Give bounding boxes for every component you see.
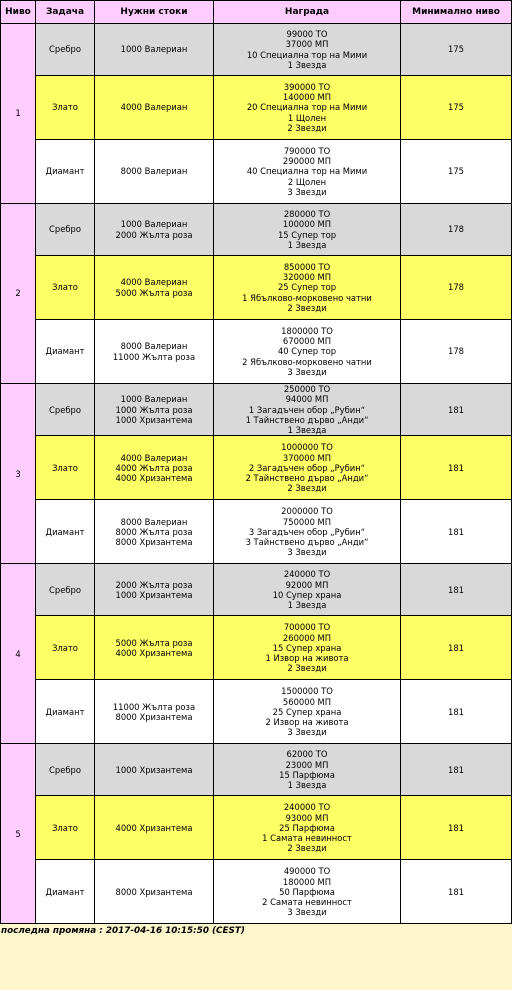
goods-line: 4000 Хризантема xyxy=(115,473,193,484)
table-row xyxy=(1,24,512,76)
reward-line: 750000 МП xyxy=(282,516,332,527)
goods-cell xyxy=(95,384,214,436)
goods-cell xyxy=(95,744,214,796)
reward-line: 1 Звезда xyxy=(287,600,327,611)
reward-line: 10 Специална тор на Мими xyxy=(246,49,368,60)
goods-line: 4000 Валериан xyxy=(120,277,188,288)
reward-line: 3 Звезди xyxy=(287,727,327,738)
min-level-cell: 181 xyxy=(401,796,512,860)
goods-line: 4000 Валериан xyxy=(120,452,188,463)
reward-line: 180000 МП xyxy=(282,876,332,887)
reward-line: 1 Загадъчен обор „Рубин“ xyxy=(248,404,366,415)
reward-line: 40 Супер тор xyxy=(277,346,337,357)
table-row xyxy=(1,500,512,564)
reward-line: 790000 ТО xyxy=(283,145,331,156)
goods-cell xyxy=(95,140,214,204)
table-row xyxy=(1,796,512,860)
reward-line: 2 Извор на живота xyxy=(265,717,349,728)
table-row xyxy=(1,256,512,320)
reward-line: 23000 МП xyxy=(285,759,329,770)
min-level-cell: 181 xyxy=(401,384,512,436)
reward-line: 1800000 ТО xyxy=(281,325,333,336)
reward-line: 320000 МП xyxy=(282,272,332,283)
min-level-cell: 181 xyxy=(401,744,512,796)
task-cell: Злато xyxy=(36,76,95,140)
task-cell: Диамант xyxy=(36,860,95,924)
reward-cell xyxy=(214,24,401,76)
reward-line: 15 Парфюма xyxy=(279,769,335,780)
reward-line: 2 Тайнствено дърво „Анди“ xyxy=(245,473,369,484)
reward-cell xyxy=(214,680,401,744)
reward-cell xyxy=(214,564,401,616)
goods-cell xyxy=(95,24,214,76)
goods-line: 1000 Хризантема xyxy=(115,414,193,425)
task-cell: Злато xyxy=(36,256,95,320)
table-row xyxy=(1,860,512,924)
reward-line: 10 Супер храна xyxy=(272,589,342,600)
table-row xyxy=(1,616,512,680)
level-cell: 1 xyxy=(1,24,36,204)
reward-line: 37000 МП xyxy=(285,39,329,50)
reward-line: 2 Звезди xyxy=(287,483,327,494)
min-level-cell: 181 xyxy=(401,564,512,616)
min-level-cell: 181 xyxy=(401,680,512,744)
table-row xyxy=(1,564,512,616)
goods-line: 5000 Жълта роза xyxy=(115,287,193,298)
reward-cell xyxy=(214,500,401,564)
reward-cell xyxy=(214,76,401,140)
reward-line: 1 Тайнствено дърво „Анди“ xyxy=(245,414,369,425)
reward-line: 140000 МП xyxy=(282,92,332,103)
reward-line: 670000 МП xyxy=(282,336,332,347)
reward-line: 25 Супер тор xyxy=(277,282,337,293)
table-row xyxy=(1,76,512,140)
reward-line: 20 Специална тор на Мими xyxy=(246,102,368,113)
reward-line: 15 Супер тор xyxy=(277,229,337,240)
goods-line: 11000 Жълта роза xyxy=(112,351,196,362)
reward-line: 25 Супер храна xyxy=(272,706,342,717)
task-cell: Злато xyxy=(36,616,95,680)
reward-line: 3 Звезди xyxy=(287,907,327,918)
reward-line: 50 Парфюма xyxy=(279,886,335,897)
reward-cell xyxy=(214,320,401,384)
task-cell: Сребро xyxy=(36,564,95,616)
reward-cell xyxy=(214,744,401,796)
goods-line: 1000 Валериан xyxy=(120,44,188,55)
reward-line: 2000000 ТО xyxy=(281,506,333,517)
header-goods: Нужни стоки xyxy=(95,1,214,24)
reward-line: 1 Звезда xyxy=(287,59,327,70)
min-level-cell: 178 xyxy=(401,204,512,256)
reward-line: 2 Звезди xyxy=(287,302,327,313)
min-level-cell: 178 xyxy=(401,320,512,384)
reward-line: 390000 ТО xyxy=(283,81,331,92)
min-level-cell: 175 xyxy=(401,140,512,204)
reward-line: 560000 МП xyxy=(282,696,332,707)
reward-cell xyxy=(214,256,401,320)
reward-line: 40 Специална тор на Мими xyxy=(246,166,368,177)
reward-line: 3 Звезди xyxy=(287,186,327,197)
table-row xyxy=(1,384,512,436)
reward-line: 99000 ТО xyxy=(286,28,328,39)
table-row xyxy=(1,680,512,744)
reward-line: 850000 ТО xyxy=(283,261,331,272)
goods-cell xyxy=(95,204,214,256)
goods-line: 4000 Хризантема xyxy=(115,647,193,658)
goods-cell xyxy=(95,564,214,616)
reward-line: 93000 МП xyxy=(285,812,329,823)
reward-line: 2 Самата невинност xyxy=(262,897,352,908)
goods-cell xyxy=(95,860,214,924)
task-cell: Злато xyxy=(36,436,95,500)
goods-line: 8000 Хризантема xyxy=(115,886,193,897)
table-row xyxy=(1,140,512,204)
reward-line: 2 Звезди xyxy=(287,843,327,854)
reward-line: 3 Тайнствено дърво „Анди“ xyxy=(245,537,369,548)
goods-line: 2000 Жълта роза xyxy=(115,229,193,240)
min-level-cell: 181 xyxy=(401,436,512,500)
level-cell: 3 xyxy=(1,384,36,564)
min-level-cell: 178 xyxy=(401,256,512,320)
header-row xyxy=(1,1,512,24)
reward-line: 490000 ТО xyxy=(283,866,331,877)
task-cell: Диамант xyxy=(36,140,95,204)
goods-cell xyxy=(95,796,214,860)
reward-line: 280000 ТО xyxy=(283,208,331,219)
goods-cell xyxy=(95,500,214,564)
reward-line: 3 Звезди xyxy=(287,366,327,377)
min-level-cell: 175 xyxy=(401,24,512,76)
task-cell: Сребро xyxy=(36,204,95,256)
reward-cell xyxy=(214,860,401,924)
min-level-cell: 175 xyxy=(401,76,512,140)
reward-cell xyxy=(214,436,401,500)
task-cell: Злато xyxy=(36,796,95,860)
goods-line: 8000 Валериан xyxy=(120,516,188,527)
reward-line: 2 Щолен xyxy=(287,176,327,187)
reward-line: 92000 МП xyxy=(285,579,329,590)
reward-line: 62000 ТО xyxy=(286,749,328,760)
reward-line: 240000 ТО xyxy=(283,569,331,580)
reward-line: 1000000 ТО xyxy=(281,442,333,453)
goods-line: 5000 Жълта роза xyxy=(115,637,193,648)
reward-line: 700000 ТО xyxy=(283,622,331,633)
reward-line: 100000 МП xyxy=(282,219,332,230)
level-cell: 5 xyxy=(1,744,36,924)
reward-line: 94000 МП xyxy=(285,394,329,405)
task-cell: Диамант xyxy=(36,320,95,384)
reward-line: 1 Звезда xyxy=(287,239,327,250)
reward-line: 1 Щолен xyxy=(287,112,327,123)
reward-line: 15 Супер храна xyxy=(272,642,342,653)
goods-line: 8000 Валериан xyxy=(120,166,188,177)
table-body xyxy=(1,24,512,924)
reward-line: 240000 ТО xyxy=(283,802,331,813)
goods-line: 2000 Жълта роза xyxy=(115,579,193,590)
goods-line: 1000 Жълта роза xyxy=(115,404,193,415)
task-cell: Сребро xyxy=(36,744,95,796)
goods-cell xyxy=(95,76,214,140)
header-min-level: Минимално ниво xyxy=(401,1,512,24)
reward-line: 370000 МП xyxy=(282,452,332,463)
reward-line: 3 Загадъчен обор „Рубин“ xyxy=(248,526,366,537)
min-level-cell: 181 xyxy=(401,500,512,564)
level-cell: 4 xyxy=(1,564,36,744)
task-cell: Сребро xyxy=(36,24,95,76)
reward-cell xyxy=(214,140,401,204)
table-row xyxy=(1,744,512,796)
goods-line: 8000 Хризантема xyxy=(115,537,193,548)
goods-line: 1000 Хризантема xyxy=(115,764,193,775)
last-modified-footer: последна промяна : 2017-04-16 10:15:50 (CEST) xyxy=(1,926,245,937)
reward-line: 2 Загадъчен обор „Рубин“ xyxy=(248,462,366,473)
level-cell: 2 xyxy=(1,204,36,384)
reward-line: 1 Ябълково-морковено чатни xyxy=(242,292,372,303)
goods-line: 8000 Жълта роза xyxy=(115,526,193,537)
goods-line: 8000 Хризантема xyxy=(115,711,193,722)
goods-cell xyxy=(95,320,214,384)
goods-cell xyxy=(95,256,214,320)
goods-line: 1000 Хризантема xyxy=(115,589,193,600)
reward-line: 1500000 ТО xyxy=(281,686,333,697)
goods-cell xyxy=(95,616,214,680)
goods-cell xyxy=(95,680,214,744)
reward-line: 1 Звезда xyxy=(287,780,327,791)
task-cell: Диамант xyxy=(36,500,95,564)
goods-line: 1000 Валериан xyxy=(120,394,188,405)
reward-cell xyxy=(214,384,401,436)
reward-line: 2 Звезди xyxy=(287,663,327,674)
reward-cell xyxy=(214,796,401,860)
min-level-cell: 181 xyxy=(401,616,512,680)
table-row xyxy=(1,204,512,256)
task-cell: Диамант xyxy=(36,680,95,744)
reward-line: 2 Ябълково-морковено чатни xyxy=(242,356,372,367)
goods-line: 4000 Валериан xyxy=(120,102,188,113)
reward-line: 2 Звезди xyxy=(287,122,327,133)
header-reward: Награда xyxy=(214,1,401,24)
reward-cell xyxy=(214,616,401,680)
reward-line: 260000 МП xyxy=(282,632,332,643)
header-level: Ниво xyxy=(1,1,36,24)
header-task: Задача xyxy=(36,1,95,24)
task-cell: Сребро xyxy=(36,384,95,436)
table-row xyxy=(1,320,512,384)
reward-line: 250000 ТО xyxy=(283,384,331,394)
reward-line: 1 Извор на живота xyxy=(265,653,349,664)
table-row xyxy=(1,436,512,500)
goods-line: 1000 Валериан xyxy=(120,219,188,230)
goods-line: 8000 Валериан xyxy=(120,341,188,352)
goods-cell xyxy=(95,436,214,500)
reward-line: 290000 МП xyxy=(282,156,332,167)
goods-line: 4000 Жълта роза xyxy=(115,462,193,473)
min-level-cell: 181 xyxy=(401,860,512,924)
reward-line: 1 Звезда xyxy=(287,425,327,436)
reward-line: 25 Парфюма xyxy=(279,822,335,833)
reward-line: 1 Самата невинност xyxy=(262,833,352,844)
goods-line: 11000 Жълта роза xyxy=(112,701,196,712)
reward-cell xyxy=(214,204,401,256)
goods-line: 4000 Хризантема xyxy=(115,822,193,833)
reward-line: 3 Звезди xyxy=(287,547,327,558)
